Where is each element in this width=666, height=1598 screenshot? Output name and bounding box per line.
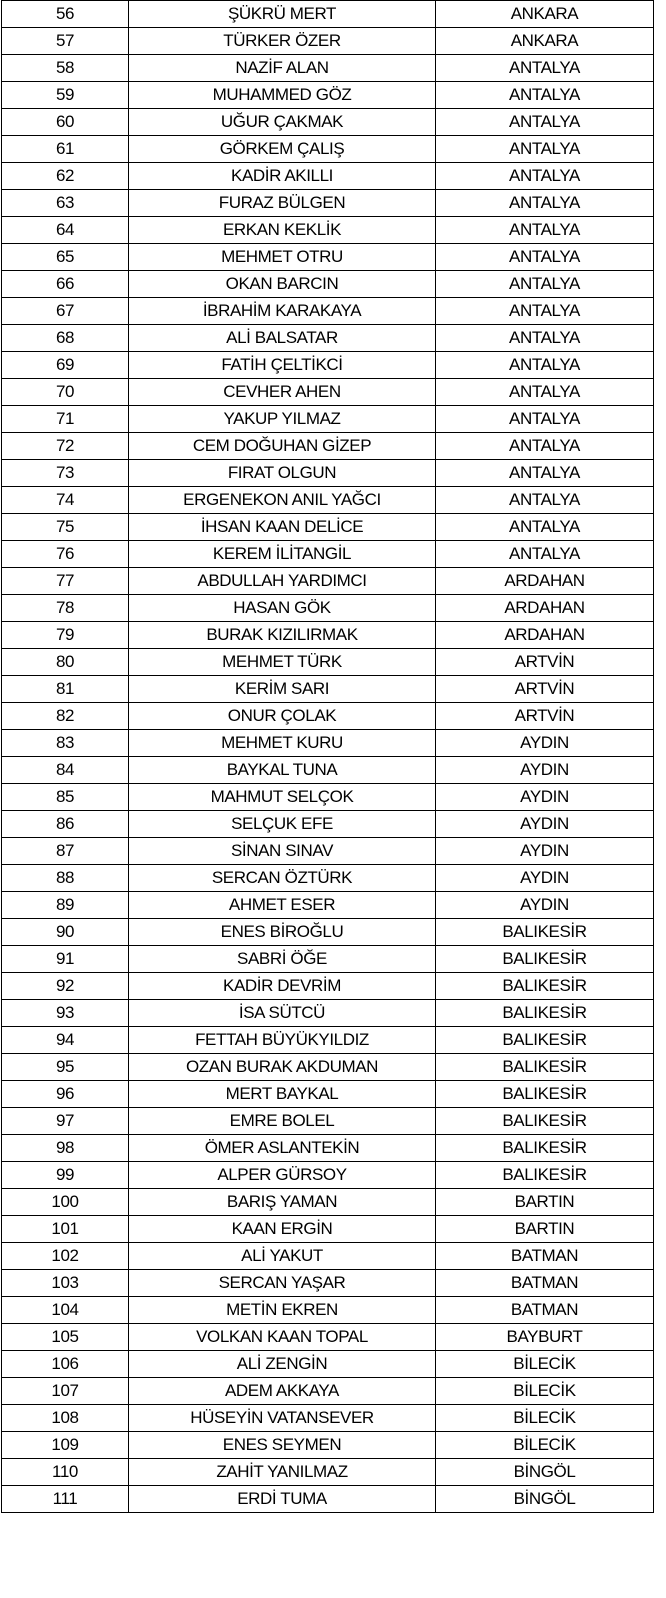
table-row	[2, 298, 654, 325]
person-name-cell: METİN EKREN	[129, 1297, 436, 1324]
person-name-cell: OZAN BURAK AKDUMAN	[129, 1054, 436, 1081]
person-name-cell: MEHMET KURU	[129, 730, 436, 757]
person-name-cell: AHMET ESER	[129, 892, 436, 919]
city-cell: ANTALYA	[436, 514, 654, 541]
city-cell: ANTALYA	[436, 433, 654, 460]
table-row	[2, 919, 654, 946]
city-cell: BALIKESİR	[436, 1054, 654, 1081]
row-number-cell: 59	[2, 82, 129, 109]
row-number-cell: 67	[2, 298, 129, 325]
table-row	[2, 676, 654, 703]
person-name-cell: HASAN GÖK	[129, 595, 436, 622]
city-cell: ANKARA	[436, 28, 654, 55]
city-cell: AYDIN	[436, 730, 654, 757]
city-cell: ANTALYA	[436, 541, 654, 568]
row-number-cell: 111	[2, 1486, 129, 1513]
person-name-cell: MAHMUT SELÇOK	[129, 784, 436, 811]
person-name-cell: MEHMET OTRU	[129, 244, 436, 271]
table-row	[2, 55, 654, 82]
city-cell: ARDAHAN	[436, 622, 654, 649]
city-cell: ANTALYA	[436, 352, 654, 379]
row-number-cell: 79	[2, 622, 129, 649]
table-row	[2, 271, 654, 298]
row-number-cell: 94	[2, 1027, 129, 1054]
city-cell: AYDIN	[436, 811, 654, 838]
person-name-cell: TÜRKER ÖZER	[129, 28, 436, 55]
table-row	[2, 703, 654, 730]
row-number-cell: 66	[2, 271, 129, 298]
table-row	[2, 595, 654, 622]
table-row	[2, 1432, 654, 1459]
city-cell: AYDIN	[436, 838, 654, 865]
row-number-cell: 102	[2, 1243, 129, 1270]
person-name-cell: MERT BAYKAL	[129, 1081, 436, 1108]
row-number-cell: 99	[2, 1162, 129, 1189]
row-number-cell: 101	[2, 1216, 129, 1243]
row-number-cell: 80	[2, 649, 129, 676]
row-number-cell: 106	[2, 1351, 129, 1378]
table-row	[2, 1297, 654, 1324]
person-name-cell: ABDULLAH YARDIMCI	[129, 568, 436, 595]
table-row	[2, 217, 654, 244]
row-number-cell: 96	[2, 1081, 129, 1108]
row-number-cell: 98	[2, 1135, 129, 1162]
city-cell: ARTVİN	[436, 703, 654, 730]
person-name-cell: GÖRKEM ÇALIŞ	[129, 136, 436, 163]
table-row	[2, 1459, 654, 1486]
person-name-cell: ÖMER ASLANTEKİN	[129, 1135, 436, 1162]
person-name-cell: CEM DOĞUHAN GİZEP	[129, 433, 436, 460]
person-name-cell: ONUR ÇOLAK	[129, 703, 436, 730]
person-name-cell: MEHMET TÜRK	[129, 649, 436, 676]
person-name-cell: ALİ ZENGİN	[129, 1351, 436, 1378]
row-number-cell: 74	[2, 487, 129, 514]
city-cell: ANTALYA	[436, 190, 654, 217]
city-cell: BALIKESİR	[436, 1027, 654, 1054]
row-number-cell: 108	[2, 1405, 129, 1432]
person-name-cell: OKAN BARCIN	[129, 271, 436, 298]
city-cell: ANTALYA	[436, 217, 654, 244]
table-row	[2, 973, 654, 1000]
table-row	[2, 649, 654, 676]
row-number-cell: 71	[2, 406, 129, 433]
city-cell: ANTALYA	[436, 271, 654, 298]
table-row	[2, 109, 654, 136]
table-row	[2, 1108, 654, 1135]
person-name-cell: ERGENEKON ANIL YAĞCI	[129, 487, 436, 514]
person-name-cell: SİNAN SINAV	[129, 838, 436, 865]
city-cell: ANTALYA	[436, 244, 654, 271]
row-number-cell: 105	[2, 1324, 129, 1351]
city-cell: ANTALYA	[436, 109, 654, 136]
table-row	[2, 1135, 654, 1162]
row-number-cell: 64	[2, 217, 129, 244]
city-cell: ANTALYA	[436, 298, 654, 325]
row-number-cell: 73	[2, 460, 129, 487]
person-name-cell: NAZİF ALAN	[129, 55, 436, 82]
row-number-cell: 63	[2, 190, 129, 217]
person-name-cell: CEVHER AHEN	[129, 379, 436, 406]
table-row	[2, 1243, 654, 1270]
table-row	[2, 352, 654, 379]
row-number-cell: 70	[2, 379, 129, 406]
person-name-cell: ADEM AKKAYA	[129, 1378, 436, 1405]
person-name-cell: FATİH ÇELTİKCİ	[129, 352, 436, 379]
city-cell: BALIKESİR	[436, 1135, 654, 1162]
table-row	[2, 163, 654, 190]
table-row	[2, 460, 654, 487]
city-cell: AYDIN	[436, 865, 654, 892]
city-cell: BALIKESİR	[436, 1081, 654, 1108]
city-cell: BİLECİK	[436, 1378, 654, 1405]
row-number-cell: 75	[2, 514, 129, 541]
city-cell: ANTALYA	[436, 460, 654, 487]
row-number-cell: 76	[2, 541, 129, 568]
row-number-cell: 68	[2, 325, 129, 352]
table-row	[2, 1000, 654, 1027]
person-name-cell: SERCAN ÖZTÜRK	[129, 865, 436, 892]
city-cell: ANTALYA	[436, 325, 654, 352]
city-cell: ANTALYA	[436, 136, 654, 163]
row-number-cell: 109	[2, 1432, 129, 1459]
row-number-cell: 69	[2, 352, 129, 379]
city-cell: ANTALYA	[436, 55, 654, 82]
person-name-cell: FIRAT OLGUN	[129, 460, 436, 487]
table-row	[2, 946, 654, 973]
row-number-cell: 61	[2, 136, 129, 163]
person-name-cell: ŞÜKRÜ MERT	[129, 1, 436, 28]
city-cell: BATMAN	[436, 1270, 654, 1297]
person-name-cell: VOLKAN KAAN TOPAL	[129, 1324, 436, 1351]
row-number-cell: 81	[2, 676, 129, 703]
city-cell: BATMAN	[436, 1243, 654, 1270]
person-name-cell: ZAHİT YANILMAZ	[129, 1459, 436, 1486]
person-name-cell: FURAZ BÜLGEN	[129, 190, 436, 217]
city-cell: BALIKESİR	[436, 1108, 654, 1135]
person-name-cell: ALPER GÜRSOY	[129, 1162, 436, 1189]
city-cell: ARDAHAN	[436, 595, 654, 622]
person-name-cell: BAYKAL TUNA	[129, 757, 436, 784]
table-row	[2, 1162, 654, 1189]
row-number-cell: 65	[2, 244, 129, 271]
city-cell: BALIKESİR	[436, 1000, 654, 1027]
city-cell: ANTALYA	[436, 487, 654, 514]
person-name-cell: EMRE BOLEL	[129, 1108, 436, 1135]
row-number-cell: 88	[2, 865, 129, 892]
city-cell: BİLECİK	[436, 1405, 654, 1432]
table-row	[2, 1054, 654, 1081]
row-number-cell: 91	[2, 946, 129, 973]
row-number-cell: 87	[2, 838, 129, 865]
table-row	[2, 1189, 654, 1216]
row-number-cell: 85	[2, 784, 129, 811]
person-name-cell: SELÇUK EFE	[129, 811, 436, 838]
person-name-cell: FETTAH BÜYÜKYILDIZ	[129, 1027, 436, 1054]
row-number-cell: 110	[2, 1459, 129, 1486]
person-name-cell: İBRAHİM KARAKAYA	[129, 298, 436, 325]
city-cell: BAYBURT	[436, 1324, 654, 1351]
city-cell: BALIKESİR	[436, 946, 654, 973]
row-number-cell: 83	[2, 730, 129, 757]
city-cell: BİLECİK	[436, 1351, 654, 1378]
city-cell: BİLECİK	[436, 1432, 654, 1459]
table-row	[2, 190, 654, 217]
row-number-cell: 92	[2, 973, 129, 1000]
person-name-cell: KADİR AKILLI	[129, 163, 436, 190]
person-name-cell: SERCAN YAŞAR	[129, 1270, 436, 1297]
row-number-cell: 58	[2, 55, 129, 82]
table-row	[2, 865, 654, 892]
row-number-cell: 104	[2, 1297, 129, 1324]
row-number-cell: 97	[2, 1108, 129, 1135]
city-cell: BARTIN	[436, 1216, 654, 1243]
city-cell: BİNGÖL	[436, 1459, 654, 1486]
table-row	[2, 1270, 654, 1297]
person-name-cell: ERKAN KEKLİK	[129, 217, 436, 244]
row-number-cell: 86	[2, 811, 129, 838]
table-row	[2, 730, 654, 757]
row-number-cell: 103	[2, 1270, 129, 1297]
table-row	[2, 1216, 654, 1243]
person-name-cell: KADİR DEVRİM	[129, 973, 436, 1000]
person-name-cell: ERDİ TUMA	[129, 1486, 436, 1513]
table-row	[2, 28, 654, 55]
city-cell: AYDIN	[436, 892, 654, 919]
table-row	[2, 1324, 654, 1351]
row-number-cell: 77	[2, 568, 129, 595]
table-row	[2, 892, 654, 919]
city-cell: BALIKESİR	[436, 1162, 654, 1189]
table-row	[2, 1027, 654, 1054]
row-number-cell: 90	[2, 919, 129, 946]
table-row	[2, 1, 654, 28]
table-row	[2, 514, 654, 541]
person-name-cell: SABRİ ÖĞE	[129, 946, 436, 973]
city-cell: ANTALYA	[436, 163, 654, 190]
city-cell: AYDIN	[436, 784, 654, 811]
city-cell: ANKARA	[436, 1, 654, 28]
table-row	[2, 811, 654, 838]
city-cell: BARTIN	[436, 1189, 654, 1216]
person-name-cell: ALİ BALSATAR	[129, 325, 436, 352]
row-number-cell: 56	[2, 1, 129, 28]
person-name-cell: KAAN ERGİN	[129, 1216, 436, 1243]
row-number-cell: 89	[2, 892, 129, 919]
city-cell: ARTVİN	[436, 649, 654, 676]
city-cell: BATMAN	[436, 1297, 654, 1324]
participant-table-body	[2, 1, 654, 1513]
row-number-cell: 82	[2, 703, 129, 730]
table-row	[2, 1378, 654, 1405]
table-row	[2, 406, 654, 433]
row-number-cell: 57	[2, 28, 129, 55]
table-row	[2, 1081, 654, 1108]
table-row	[2, 784, 654, 811]
city-cell: AYDIN	[436, 757, 654, 784]
city-cell: BALIKESİR	[436, 919, 654, 946]
person-name-cell: HÜSEYİN VATANSEVER	[129, 1405, 436, 1432]
participant-table	[1, 0, 654, 1513]
row-number-cell: 78	[2, 595, 129, 622]
table-row	[2, 136, 654, 163]
table-row	[2, 1486, 654, 1513]
table-row	[2, 541, 654, 568]
row-number-cell: 72	[2, 433, 129, 460]
table-row	[2, 325, 654, 352]
person-name-cell: YAKUP YILMAZ	[129, 406, 436, 433]
table-row	[2, 82, 654, 109]
person-name-cell: ENES BİROĞLU	[129, 919, 436, 946]
city-cell: ANTALYA	[436, 379, 654, 406]
row-number-cell: 60	[2, 109, 129, 136]
person-name-cell: İHSAN KAAN DELİCE	[129, 514, 436, 541]
table-row	[2, 1351, 654, 1378]
table-row	[2, 433, 654, 460]
city-cell: ARDAHAN	[436, 568, 654, 595]
person-name-cell: KEREM İLİTANGİL	[129, 541, 436, 568]
person-name-cell: MUHAMMED GÖZ	[129, 82, 436, 109]
person-name-cell: ALİ YAKUT	[129, 1243, 436, 1270]
row-number-cell: 107	[2, 1378, 129, 1405]
table-row	[2, 622, 654, 649]
city-cell: BİNGÖL	[436, 1486, 654, 1513]
person-name-cell: BURAK KIZILIRMAK	[129, 622, 436, 649]
row-number-cell: 93	[2, 1000, 129, 1027]
person-name-cell: UĞUR ÇAKMAK	[129, 109, 436, 136]
table-row	[2, 244, 654, 271]
row-number-cell: 84	[2, 757, 129, 784]
table-row	[2, 1405, 654, 1432]
person-name-cell: İSA SÜTCÜ	[129, 1000, 436, 1027]
city-cell: ARTVİN	[436, 676, 654, 703]
table-row	[2, 757, 654, 784]
row-number-cell: 100	[2, 1189, 129, 1216]
person-name-cell: BARIŞ YAMAN	[129, 1189, 436, 1216]
table-row	[2, 568, 654, 595]
row-number-cell: 62	[2, 163, 129, 190]
table-row	[2, 838, 654, 865]
city-cell: ANTALYA	[436, 406, 654, 433]
person-name-cell: KERİM SARI	[129, 676, 436, 703]
city-cell: ANTALYA	[436, 82, 654, 109]
person-name-cell: ENES SEYMEN	[129, 1432, 436, 1459]
row-number-cell: 95	[2, 1054, 129, 1081]
table-row	[2, 487, 654, 514]
city-cell: BALIKESİR	[436, 973, 654, 1000]
table-row	[2, 379, 654, 406]
